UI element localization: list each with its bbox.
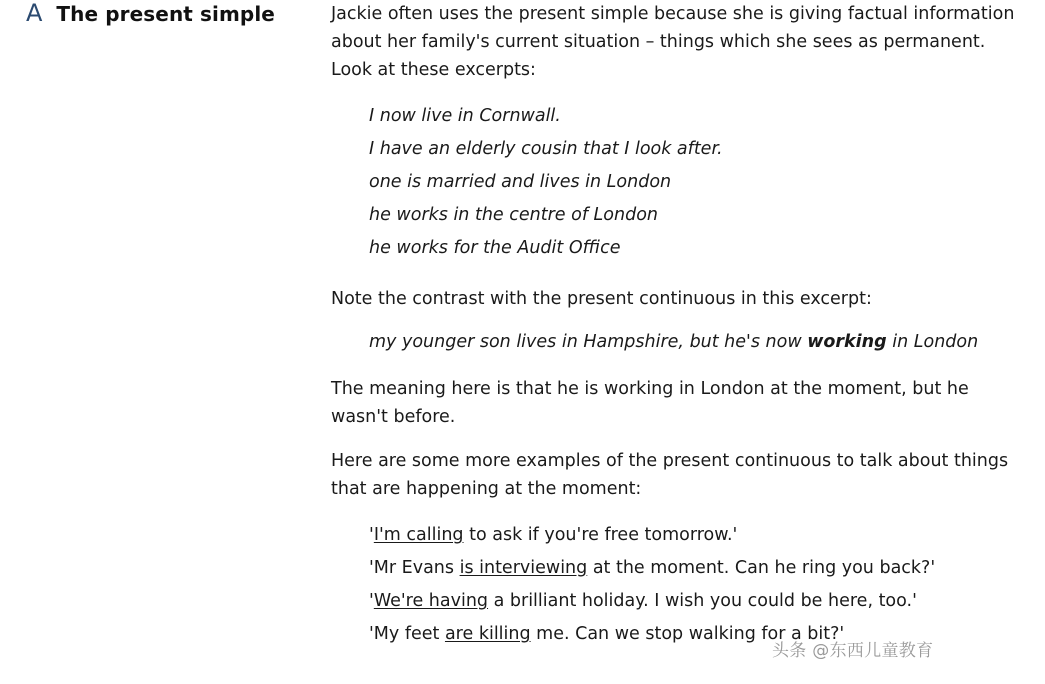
example-pre: ' — [369, 591, 374, 611]
example-post: a brilliant holiday. I wish you could be here, too.' — [488, 591, 917, 611]
contrast-excerpt-bold: working — [807, 332, 887, 352]
page-title: The present simple — [56, 2, 275, 26]
example-post: me. Can we stop walking for a bit?' — [530, 624, 845, 644]
excerpt-list — [331, 100, 1021, 265]
heading-row — [26, 0, 316, 26]
watermark-text: 头条 @东西儿童教育 — [772, 641, 934, 661]
excerpt-line: I now live in Cornwall. — [369, 106, 561, 126]
example-line — [369, 552, 1021, 585]
example-underlined: is interviewing — [459, 558, 588, 578]
example-underlined: are killing — [444, 624, 531, 644]
contrast-paragraph: Note the contrast with the present continuous in this excerpt: — [331, 289, 872, 309]
section-heading — [26, 0, 316, 26]
example-list — [331, 519, 1021, 651]
meaning-paragraph: The meaning here is that he is working in London at the moment, but he wasn't before. — [331, 379, 969, 427]
example-line — [369, 519, 1021, 552]
section-letter: A — [26, 0, 43, 27]
example-underlined: We're having — [373, 591, 489, 611]
contrast-excerpt-line — [369, 327, 1021, 357]
excerpt-line: he works for the Audit Office — [369, 238, 621, 258]
example-pre: 'Mr Evans — [369, 558, 460, 578]
example-line — [369, 585, 1021, 618]
excerpt-line: one is married and lives in London — [369, 172, 672, 192]
intro-paragraph: Jackie often uses the present simple because she is giving factual information about her family's current situation – things which she sees as permanent. Look at these excerpts: — [331, 4, 1015, 80]
example-underlined: I'm calling — [373, 525, 464, 545]
contrast-excerpt-after: in London — [886, 332, 979, 352]
contrast-excerpt — [331, 327, 1021, 357]
watermark — [772, 636, 933, 661]
contrast-excerpt-before: my younger son lives in Hampshire, but he's now — [369, 332, 808, 352]
example-pre: 'My feet — [369, 624, 445, 644]
example-pre: ' — [369, 525, 374, 545]
excerpt-line: I have an elderly cousin that I look after. — [369, 139, 723, 159]
example-post: to ask if you're free tomorrow.' — [463, 525, 738, 545]
excerpt-line: he works in the centre of London — [369, 205, 658, 225]
body-column — [331, 0, 1021, 651]
more-examples-paragraph: Here are some more examples of the present continuous to talk about things that are happening at the moment: — [331, 451, 1009, 499]
example-post: at the moment. Can he ring you back?' — [587, 558, 936, 578]
